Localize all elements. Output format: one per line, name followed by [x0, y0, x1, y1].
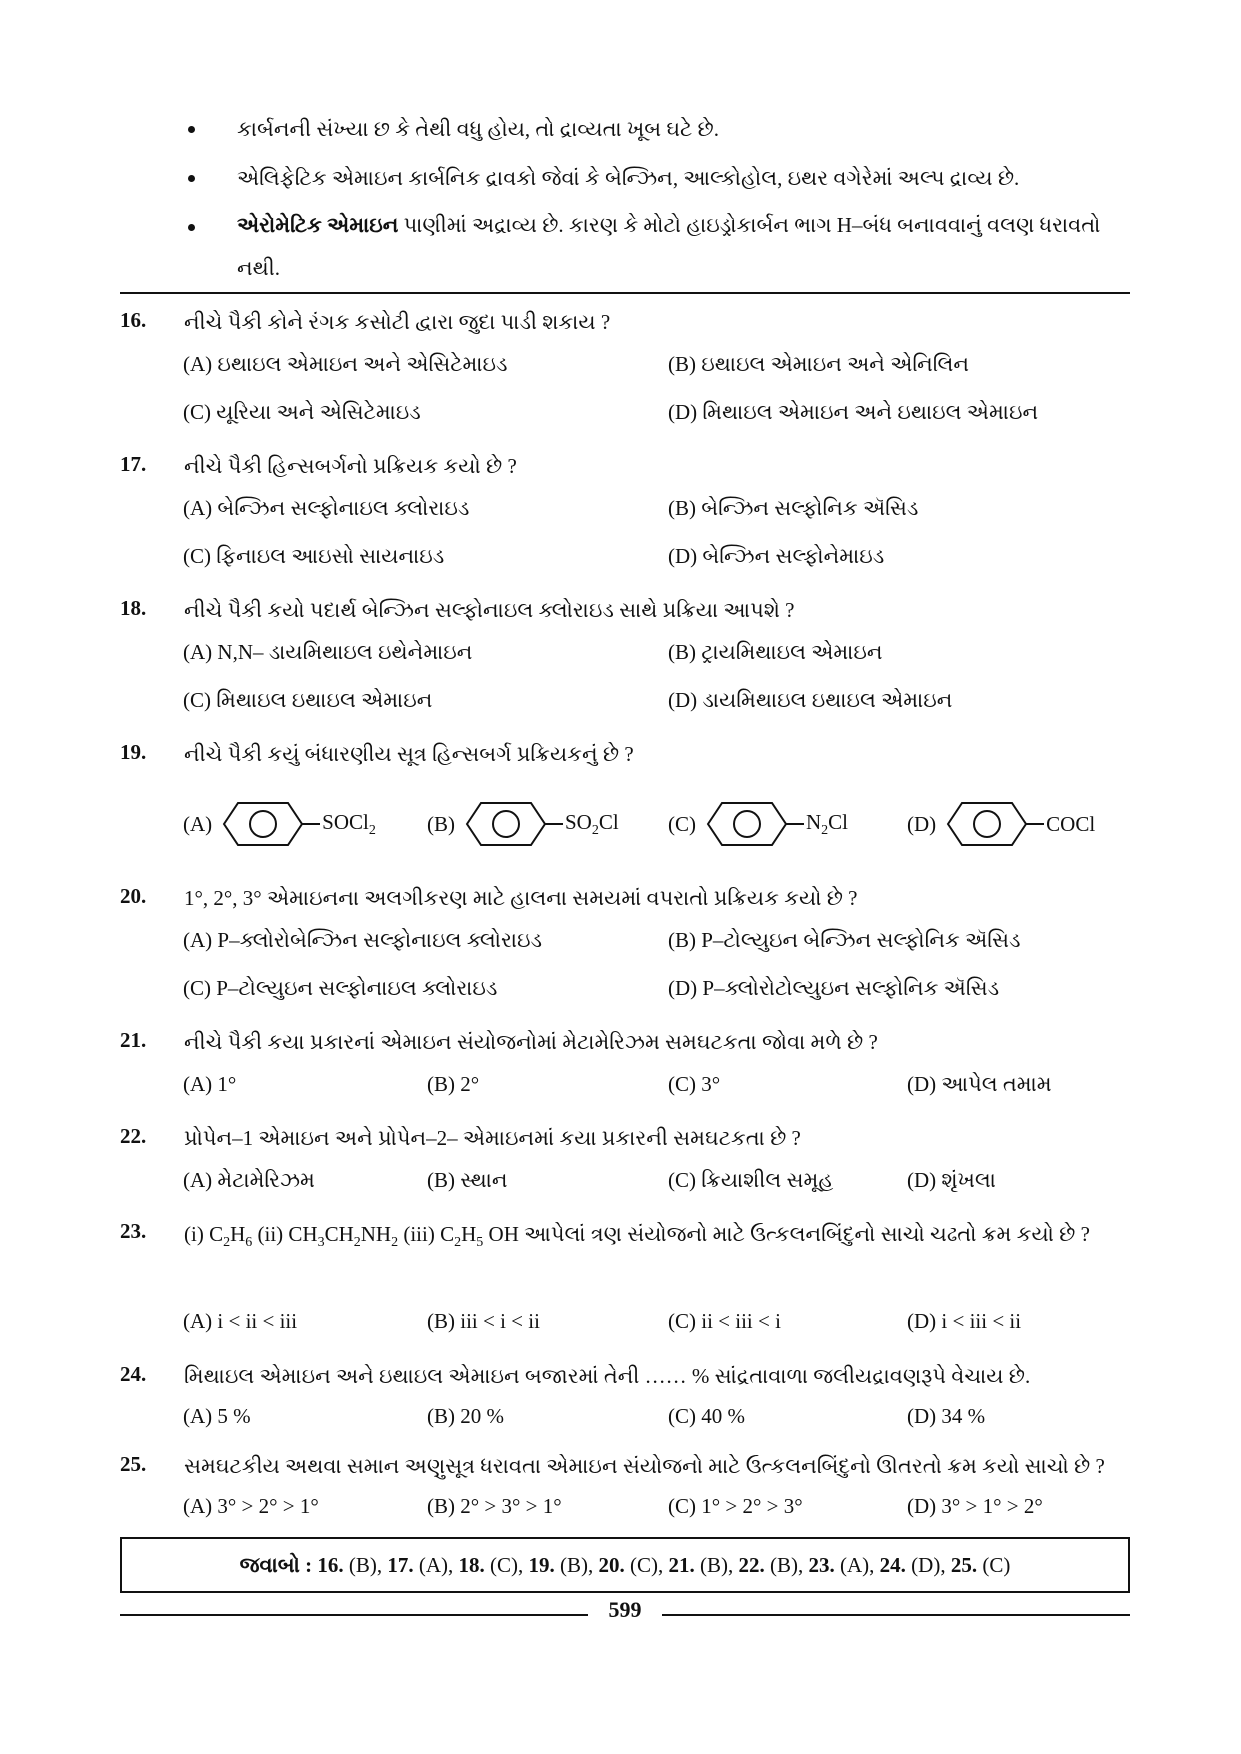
section-divider: [120, 292, 1130, 294]
option-label: (B): [427, 811, 455, 836]
bullet-dot-icon: [188, 224, 195, 231]
option-d: [907, 800, 1095, 848]
answer-key-box: [120, 1537, 1130, 1593]
substituent-group: $N_2Cl$: [806, 809, 849, 838]
footer-rule-left: [120, 1614, 588, 1616]
option-c: (C) 1° > 2° > 3°: [668, 1494, 803, 1518]
option-c: (C) ક્રિયાશીલ સમૂહ: [668, 1168, 834, 1192]
substituent-group: $SO_2Cl$: [565, 809, 619, 838]
option-b: (B) ટ્રાયમિથાઇલ એમાઇન: [668, 640, 883, 664]
substituent-group: SOCl$_2$: [322, 809, 376, 838]
answer-item: 19. (B),: [528, 1553, 594, 1577]
option-a: (A) બેન્ઝિન સલ્ફોનાઇલ ક્લોરાઇડ: [183, 496, 470, 520]
bullet-dot-icon: [188, 175, 195, 182]
question-number: 19.: [120, 740, 147, 764]
option-d: (D) શૃંખલા: [907, 1168, 996, 1192]
option-a: (A) મેટામેરિઝમ: [183, 1168, 315, 1192]
question-text: નીચે પૈકી હિન્સબર્ગનો પ્રક્રિયક કયો છે ?: [184, 454, 517, 478]
answer-item: 20. (C),: [598, 1553, 664, 1577]
question-text: નીચે પૈકી કયા પ્રકારનાં એમાઇન સંયોજનોમાં મેટામેરિઝમ સમઘટકતા જોવા મળે છે ?: [184, 1030, 878, 1054]
bullet-item: [120, 106, 1130, 152]
benzene-ring-icon: [706, 800, 804, 848]
benzene-ring-icon: [465, 800, 563, 848]
option-a: (A) 1°: [183, 1072, 237, 1096]
option-c: [668, 800, 848, 848]
option-b: (B) 2°: [427, 1072, 480, 1096]
option-d: (D) 3° > 1° > 2°: [907, 1494, 1043, 1518]
bullet-dot-icon: [188, 126, 195, 133]
option-d: (D) i < iii < ii: [907, 1309, 1022, 1333]
answer-item: 16. (B),: [317, 1553, 383, 1577]
question-number: 20.: [120, 884, 147, 908]
option-d: (D) P–ક્લોરોટોલ્યુઇન સલ્ફોનિક ઍસિડ: [668, 976, 1000, 1000]
footer-rule-right: [662, 1614, 1130, 1616]
option-b: (B) 20 %: [427, 1404, 504, 1428]
option-a: [183, 800, 376, 848]
option-b: (B) સ્થાન: [427, 1168, 508, 1192]
question-text: મિથાઇલ એમાઇન અને ઇથાઇલ એમાઇન બજારમાં તેની …… % સાંદ્રતાવાળા જલીયદ્રાવણરૂપે વેચાય છે.: [184, 1364, 1031, 1388]
bullet-list: [120, 106, 1130, 293]
answer-item: 24. (D),: [879, 1553, 946, 1577]
option-a: (A) P–ક્લોરોબેન્ઝિન સલ્ફોનાઇલ ક્લોરાઇડ: [183, 928, 543, 952]
option-a: (A) i < ii < iii: [183, 1309, 298, 1333]
answer-item: 17. (A),: [387, 1553, 454, 1577]
option-c: (C) ii < iii < i: [668, 1309, 781, 1333]
option-c: (C) ફિનાઇલ આઇસો સાયનાઇડ: [183, 544, 445, 568]
option-a: (A) ઇથાઇલ એમાઇન અને એસિટેમાઇડ: [183, 352, 508, 376]
question-text: (i) $C_2H_6$ (ii) $CH_3CH_2NH_2$ (iii) $C_2H_5$ OH આપેલાં ત્રણ સંયોજનો માટે ઉત્કલનબિંદુનો સાચો ચઢતો ક્રમ કયો છે ?: [184, 1222, 1090, 1250]
question-number: 22.: [120, 1124, 147, 1148]
option-c: (C) P–ટોલ્યુઇન સલ્ફોનાઇલ ક્લોરાઇડ: [183, 976, 498, 1000]
substituent-group: COCl: [1046, 811, 1096, 836]
bullet-item: [120, 204, 1130, 290]
question-number: 25.: [120, 1452, 147, 1476]
option-a: (A) 3° > 2° > 1°: [183, 1494, 319, 1518]
question-text: નીચે પૈકી કયો પદાર્થ બેન્ઝિન સલ્ફોનાઇલ ક્લોરાઇડ સાથે પ્રક્રિયા આપશે ?: [184, 598, 795, 622]
question-number: 18.: [120, 596, 147, 620]
option-b: (B) 2° > 3° > 1°: [427, 1494, 562, 1518]
bullet-text: કાર્બનની સંખ્યા છ કે તેથી વધુ હોય, તો દ્રાવ્યતા ખૂબ ઘટે છે.: [237, 117, 719, 141]
answer-item: 21. (B),: [668, 1553, 734, 1577]
option-a: (A) 5 %: [183, 1404, 251, 1428]
option-b: (B) ઇથાઇલ એમાઇન અને એનિલિન: [668, 352, 970, 376]
question-text: સમઘટકીય અથવા સમાન અણુસૂત્ર ધરાવતા એમાઇન સંયોજનો માટે ઉત્કલનબિંદુનો ઊતરતો ક્રમ કયો સાચો છે ?: [184, 1454, 1105, 1478]
bullet-text: પાણીમાં અદ્રાવ્ય છે. કારણ કે મોટો હાઇડ્રોકાર્બન ભાગ H–બંધ બનાવવાનું વલણ ધરાવતો નથી.: [237, 213, 1101, 280]
question-text: 1°, 2°, 3° એમાઇનના અલગીકરણ માટે હાલના સમયમાં વપરાતો પ્રક્રિયક કયો છે ?: [184, 886, 858, 910]
option-b: [427, 800, 619, 848]
bullet-bold-term: એરોમેટિક એમાઇન: [237, 213, 399, 237]
option-b: (B) iii < i < ii: [427, 1309, 540, 1333]
question-number: 17.: [120, 452, 147, 476]
answer-item: 22. (B),: [738, 1553, 804, 1577]
question-number: 23.: [120, 1219, 147, 1243]
option-d: (D) 34 %: [907, 1404, 986, 1428]
option-c: (C) 3°: [668, 1072, 721, 1096]
bullet-item: [120, 155, 1130, 201]
question-text: નીચે પૈકી કયું બંધારણીય સૂત્ર હિન્સબર્ગ પ્રક્રિયકનું છે ?: [184, 742, 634, 766]
question-number: 24.: [120, 1362, 147, 1386]
option-d: (D) બેન્ઝિન સલ્ફોનેમાઇડ: [668, 544, 885, 568]
answer-item: 18. (C),: [458, 1553, 524, 1577]
option-d: (D) આપેલ તમામ: [907, 1072, 1052, 1096]
option-c: (C) મિથાઇલ ઇથાઇલ એમાઇન: [183, 688, 433, 712]
page-number: 599: [608, 1597, 642, 1622]
option-label: (A): [183, 811, 213, 836]
option-b: (B) P–ટોલ્યુઇન બેન્ઝિન સલ્ફોનિક ઍસિડ: [668, 928, 1021, 952]
option-d: (D) મિથાઇલ એમાઇન અને ઇથાઇલ એમાઇન: [668, 400, 1039, 424]
question-number: 16.: [120, 308, 147, 332]
option-a: (A) N,N– ડાયમિથાઇલ ઇથેનેમાઇન: [183, 640, 473, 664]
option-c: (C) યૂરિયા અને એસિટેમાઇડ: [183, 400, 421, 424]
question-text: પ્રોપેન–1 એમાઇન અને પ્રોપેન–2– એમાઇનમાં કયા પ્રકારની સમઘટકતા છે ?: [184, 1126, 801, 1150]
option-label: (D): [907, 811, 937, 836]
answer-item: 25. (C): [950, 1553, 1011, 1577]
benzene-ring-icon: [946, 800, 1044, 848]
textbook-page: [120, 0, 1130, 1754]
answer-item: 23. (A),: [808, 1553, 875, 1577]
question-number: 21.: [120, 1028, 147, 1052]
option-d: (D) ડાયમિથાઇલ ઇથાઇલ એમાઇન: [668, 688, 953, 712]
benzene-ring-icon: [222, 800, 320, 848]
option-c: (C) 40 %: [668, 1404, 745, 1428]
answer-key-label: જવાબો :: [239, 1553, 313, 1577]
bullet-text: એલિફેટિક એમાઇન કાર્બનિક દ્રાવકો જેવાં કે બેન્ઝિન, આલ્કોહોલ, ઇથર વગેરેમાં અલ્પ દ્રાવ્ય છે.: [237, 166, 1020, 190]
question-text: નીચે પૈકી કોને રંગક કસોટી દ્વારા જુદા પાડી શકાય ?: [184, 310, 611, 334]
option-label: (C): [668, 811, 696, 836]
option-b: (B) બેન્ઝિન સલ્ફોનિક ઍસિડ: [668, 496, 919, 520]
